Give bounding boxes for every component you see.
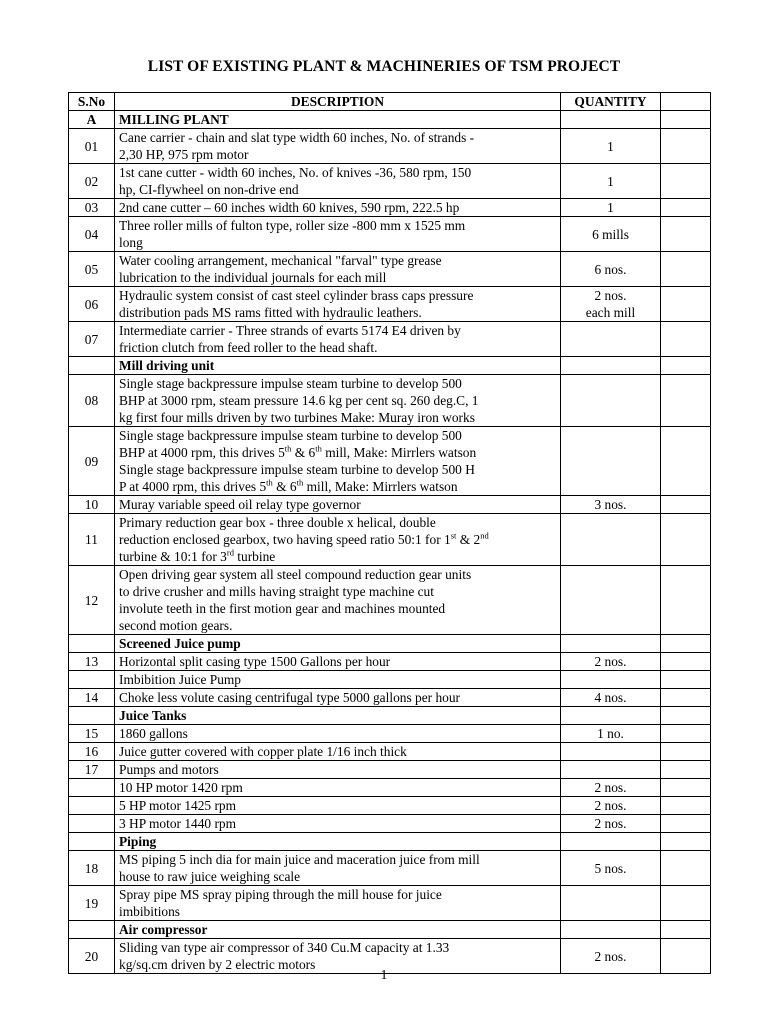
row-description: MS piping 5 inch dia for main juice and maceration juice from mill house to raw juice weighing scale — [115, 851, 561, 886]
table-row — [69, 779, 711, 797]
row-description: Single stage backpressure impulse steam turbine to develop 500 BHP at 4000 rpm, this drives 5th & 6th mill, Make: Mirrlers watson Single stage backpressure impulse steam turbine to develop 500 H P at 4000 rpm, this drives 5th & 6th mill, Make: Mirrlers watson — [115, 427, 561, 496]
row-description: Spray pipe MS spray piping through the mill house for juice imbibitions — [115, 886, 561, 921]
row-sno: 09 — [69, 427, 115, 496]
row-description: Hydraulic system consist of cast steel cylinder brass caps pressure distribution pads MS rams fitted with hydraulic leathers. — [115, 287, 561, 322]
subsection-row — [69, 671, 711, 689]
table-row — [69, 815, 711, 833]
row-description: Single stage backpressure impulse steam turbine to develop 500 BHP at 3000 rpm, steam pressure 14.6 kg per cent sq. 260 deg.C, 1 kg first four mills driven by two turbines Make: Muray iron works — [115, 375, 561, 427]
table-row — [69, 496, 711, 514]
row-description: Choke less volute casing centrifugal type 5000 gallons per hour — [115, 689, 561, 707]
row-sno: 06 — [69, 287, 115, 322]
table-row — [69, 322, 711, 357]
row-sno: 11 — [69, 514, 115, 566]
table-row — [69, 797, 711, 815]
row-description: Open driving gear system all steel compound reduction gear units to drive crusher and mills having straight type machine cut involute teeth in the first motion gear and machines mounted second motion gears. — [115, 566, 561, 635]
table-row — [69, 199, 711, 217]
row-quantity: 2 nos. — [561, 939, 661, 974]
row-description: 3 HP motor 1440 rpm — [115, 815, 561, 833]
row-description: 1st cane cutter - width 60 inches, No. of knives -36, 580 rpm, 150 hp, CI-flywheel on non-drive end — [115, 164, 561, 199]
table-row — [69, 725, 711, 743]
table-row — [69, 653, 711, 671]
subsection-row — [69, 635, 711, 653]
row-description: Muray variable speed oil relay type governor — [115, 496, 561, 514]
row-sno: 16 — [69, 743, 115, 761]
subsection-title: Juice Tanks — [115, 707, 561, 725]
row-sno: 07 — [69, 322, 115, 357]
row-sno: 04 — [69, 217, 115, 252]
row-quantity: 1 — [561, 199, 661, 217]
row-description: Intermediate carrier - Three strands of evarts 5174 E4 driven by friction clutch from feed roller to the head shaft. — [115, 322, 561, 357]
document-title: LIST OF EXISTING PLANT & MACHINERIES OF TSM PROJECT — [147, 58, 621, 75]
row-quantity — [561, 322, 661, 357]
subsection-title: Mill driving unit — [115, 357, 561, 375]
row-description: Juice gutter covered with copper plate 1/16 inch thick — [115, 743, 561, 761]
row-quantity: 2 nos. — [561, 779, 661, 797]
table-row — [69, 566, 711, 635]
row-description: Three roller mills of fulton type, roller size -800 mm x 1525 mm long — [115, 217, 561, 252]
row-description: Water cooling arrangement, mechanical "farval" type grease lubrication to the individual journals for each mill — [115, 252, 561, 287]
section-title: MILLING PLANT — [115, 111, 561, 129]
subsection-row — [69, 357, 711, 375]
subsection-row — [69, 833, 711, 851]
row-description: Pumps and motors — [115, 761, 561, 779]
table-row — [69, 427, 711, 496]
subsection-title: Imbibition Juice Pump — [115, 671, 561, 689]
row-sno: 12 — [69, 566, 115, 635]
table-row — [69, 164, 711, 199]
table-row — [69, 743, 711, 761]
subsection-title: Air compressor — [115, 921, 561, 939]
table-row — [69, 375, 711, 427]
table-row — [69, 514, 711, 566]
table-header-row — [69, 93, 711, 111]
table-row — [69, 217, 711, 252]
row-description: 2nd cane cutter – 60 inches width 60 knives, 590 rpm, 222.5 hp — [115, 199, 561, 217]
row-quantity: 6 nos. — [561, 252, 661, 287]
row-quantity: 1 no. — [561, 725, 661, 743]
table-row — [69, 129, 711, 164]
table-row — [69, 689, 711, 707]
row-quantity: 3 nos. — [561, 496, 661, 514]
row-sno: 10 — [69, 496, 115, 514]
row-sno: 19 — [69, 886, 115, 921]
page-number: 1 — [380, 967, 388, 982]
row-quantity: 4 nos. — [561, 689, 661, 707]
header-sno: S.No — [69, 93, 115, 111]
row-sno: 18 — [69, 851, 115, 886]
row-sno: 01 — [69, 129, 115, 164]
row-quantity: 2 nos. — [561, 797, 661, 815]
header-description: DESCRIPTION — [115, 93, 561, 111]
row-sno: 05 — [69, 252, 115, 287]
row-sno: 17 — [69, 761, 115, 779]
subsection-title: Piping — [115, 833, 561, 851]
table-row — [69, 761, 711, 779]
row-sno: 08 — [69, 375, 115, 427]
row-sno: 02 — [69, 164, 115, 199]
row-sno: 13 — [69, 653, 115, 671]
subsection-row — [69, 921, 711, 939]
row-description: Primary reduction gear box - three double x helical, double reduction enclosed gearbox, two having speed ratio 50:1 for 1st & 2nd turbine & 10:1 for 3rd turbine — [115, 514, 561, 566]
section-row — [69, 111, 711, 129]
row-quantity: 2 nos. each mill — [561, 287, 661, 322]
row-description: Horizontal split casing type 1500 Gallons per hour — [115, 653, 561, 671]
row-quantity: 2 nos. — [561, 815, 661, 833]
row-sno: 14 — [69, 689, 115, 707]
row-description: 10 HP motor 1420 rpm — [115, 779, 561, 797]
row-sno: 20 — [69, 939, 115, 974]
row-quantity: 2 nos. — [561, 653, 661, 671]
header-quantity: QUANTITY — [561, 93, 661, 111]
header-empty — [661, 93, 711, 111]
row-description: Sliding van type air compressor of 340 Cu.M capacity at 1.33 kg/sq.cm driven by 2 electric motors — [115, 939, 561, 974]
table-row — [69, 287, 711, 322]
subsection-title: Screened Juice pump — [115, 635, 561, 653]
table-row — [69, 851, 711, 886]
row-description: 1860 gallons — [115, 725, 561, 743]
row-quantity: 1 — [561, 164, 661, 199]
machinery-table — [68, 92, 711, 974]
subsection-row — [69, 707, 711, 725]
table-row — [69, 886, 711, 921]
row-quantity: 5 nos. — [561, 851, 661, 886]
section-sno: A — [69, 111, 115, 129]
row-description: Cane carrier - chain and slat type width 60 inches, No. of strands - 2,30 HP, 975 rpm motor — [115, 129, 561, 164]
row-quantity: 6 mills — [561, 217, 661, 252]
row-description: 5 HP motor 1425 rpm — [115, 797, 561, 815]
row-quantity: 1 — [561, 129, 661, 164]
table-row — [69, 252, 711, 287]
row-sno: 15 — [69, 725, 115, 743]
row-sno: 03 — [69, 199, 115, 217]
